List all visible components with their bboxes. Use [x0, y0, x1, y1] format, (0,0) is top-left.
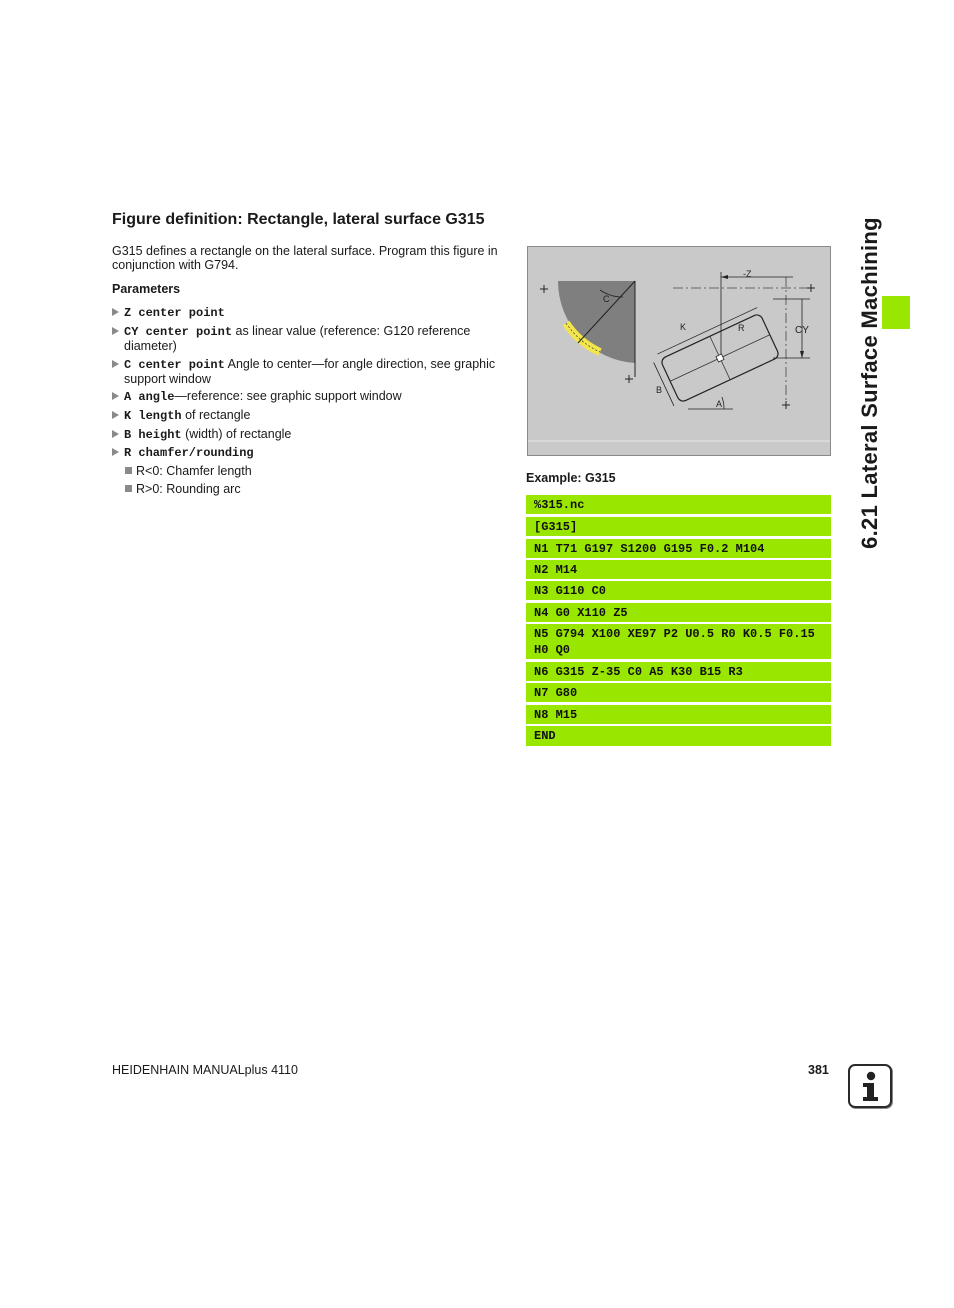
bullet-triangle-icon — [112, 360, 119, 368]
arrow-head — [800, 351, 804, 358]
nc-code-line: N5 G794 X100 XE97 P2 U0.5 R0 K0.5 F0.15 H0 Q0 — [526, 624, 831, 659]
rectangle-lateral-diagram — [528, 247, 831, 456]
label-minus-z: -Z — [743, 269, 752, 279]
param-code: A angle — [124, 390, 175, 404]
nc-code-line: %315.nc — [526, 495, 831, 514]
label-r: R — [738, 323, 745, 333]
param-k-length — [112, 408, 504, 423]
page-number: 381 — [808, 1063, 829, 1077]
bullet-triangle-icon — [112, 327, 119, 335]
param-code: B height — [124, 428, 182, 442]
param-b-height — [112, 427, 504, 442]
bullet-triangle-icon — [112, 392, 119, 400]
subparam-chamfer — [124, 464, 252, 478]
bullet-triangle-icon — [112, 448, 119, 456]
param-desc: (width) of rectangle — [181, 427, 292, 441]
label-k: K — [680, 322, 687, 332]
chapter-title-text: 6.21 Lateral Surface Machining — [857, 217, 882, 549]
param-desc: as linear value (reference: G120 reference diameter) — [124, 324, 471, 353]
parameters-title: Parameters — [112, 282, 181, 296]
nc-code-line: N3 G110 C0 — [526, 581, 831, 600]
param-desc: of rectangle — [181, 408, 251, 422]
label-b: B — [656, 385, 663, 395]
bullet-square-icon — [125, 467, 132, 474]
label-a: A — [716, 399, 723, 409]
param-code: Z center point — [124, 306, 225, 320]
nc-code-line: N8 M15 — [526, 705, 831, 724]
param-code: R chamfer/rounding — [124, 446, 254, 460]
info-icon — [848, 1064, 892, 1108]
bullet-triangle-icon — [112, 308, 119, 316]
nc-code-line: [G315] — [526, 517, 831, 536]
rectangle-figure — [651, 308, 780, 406]
param-z-center — [112, 305, 504, 320]
info-glyph — [850, 1066, 890, 1106]
bullet-triangle-icon — [112, 430, 119, 438]
nc-code-line: END — [526, 726, 831, 746]
nc-code-line: N7 G80 — [526, 683, 831, 702]
nc-code-line: N2 M14 — [526, 560, 831, 579]
param-r-chamfer — [112, 445, 504, 460]
nc-code-line: N4 G0 X110 Z5 — [526, 603, 831, 622]
bullet-square-icon — [125, 485, 132, 492]
param-code: C center point — [124, 358, 225, 372]
label-cy: CY — [795, 325, 809, 336]
param-desc: —reference: see graphic support window — [174, 389, 402, 403]
arrow-head — [721, 275, 728, 279]
param-desc: Angle to center—for angle direction, see graphic support window — [124, 357, 496, 386]
example-title: Example: G315 — [526, 471, 616, 485]
param-code: K length — [124, 409, 182, 423]
param-a-angle — [112, 389, 504, 404]
intro-text: G315 defines a rectangle on the lateral surface. Program this figure in conjunction with G794. — [112, 244, 498, 272]
param-code: CY center point — [124, 325, 233, 339]
footer-publisher: HEIDENHAIN MANUALplus 4110 — [112, 1063, 298, 1077]
section-heading: Figure definition: Rectangle, lateral surface G315 — [112, 211, 485, 228]
subparam-text: R>0: Rounding arc — [136, 482, 241, 496]
center-point-marker — [716, 354, 724, 362]
label-c: C — [603, 294, 610, 304]
a-angle-arc — [722, 397, 724, 409]
nc-code-line: N6 G315 Z-35 C0 A5 K30 B15 R3 — [526, 662, 831, 681]
subparam-text: R<0: Chamfer length — [136, 464, 252, 478]
subparam-rounding — [124, 482, 241, 496]
bullet-triangle-icon — [112, 411, 119, 419]
param-c-center — [112, 357, 504, 386]
chapter-tab — [882, 296, 910, 329]
graphic-support-window — [527, 246, 831, 456]
param-cy-center — [112, 324, 504, 353]
nc-code-line: N1 T71 G197 S1200 G195 F0.2 M104 — [526, 539, 831, 558]
